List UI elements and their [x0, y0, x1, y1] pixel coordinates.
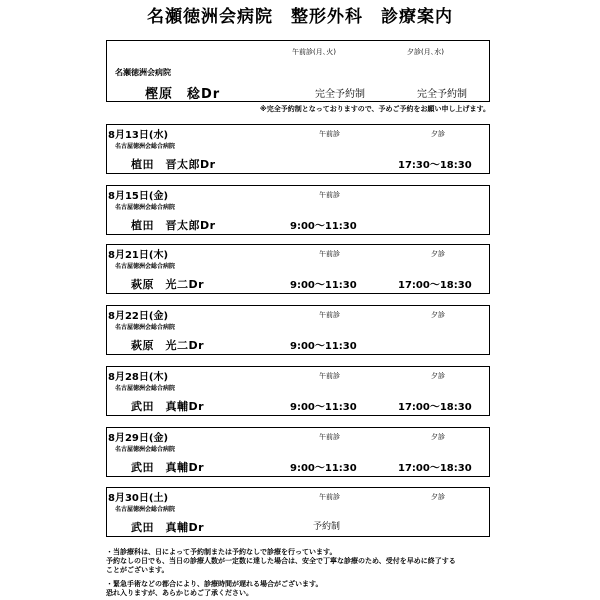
- pm-header: 夕診: [431, 493, 445, 501]
- card-hospital: 名古屋徳洲会総合病院: [115, 204, 176, 211]
- am-header: 午前診: [319, 493, 340, 501]
- am-time: 9:00～11:30: [290, 463, 357, 474]
- card-date: 8月15日(金): [108, 191, 169, 202]
- card-hospital: 名古屋徳洲会総合病院: [115, 143, 176, 150]
- card-date: 8月13日(水): [108, 130, 169, 141]
- am-reservation: 完全予約制: [315, 89, 365, 100]
- card-hospital: 名古屋徳洲会総合病院: [115, 263, 176, 270]
- pm-header: 夕診: [431, 130, 445, 138]
- am-time: 9:00～11:30: [290, 221, 357, 232]
- am-time: 9:00～11:30: [290, 280, 357, 291]
- schedule-card: [106, 124, 490, 174]
- footer-line: 予約なしの日でも、当日の診療人数が一定数に達した場合は、安全で丁寧な診療のため、受付を早めに終了する: [106, 557, 456, 565]
- am-reservation: 予約制: [313, 522, 341, 532]
- card-date: 8月29日(金): [108, 433, 169, 444]
- pm-header: 夕診: [431, 250, 445, 258]
- pm-time: 17:00～18:30: [398, 402, 472, 413]
- schedule-card: [106, 366, 490, 416]
- am-time: 9:00～11:30: [290, 341, 357, 352]
- schedule-card: [106, 487, 490, 537]
- card-doctor: 萩原 光二Dr: [131, 339, 205, 352]
- card-date: 8月21日(木): [108, 250, 169, 261]
- am-header: 午前診: [319, 433, 340, 441]
- card-hospital: 名古屋徳洲会総合病院: [115, 385, 176, 392]
- am-header: 午前診: [319, 191, 340, 199]
- footer-line: ・当診療科は、日によって予約制または予約なしで診療を行っています。: [106, 548, 337, 556]
- hospital-name: 名瀬徳洲会病院: [115, 68, 171, 77]
- pm-time: 17:30～18:30: [398, 160, 472, 171]
- am-header: 午前診: [319, 311, 340, 319]
- card-doctor: 植田 晋太郎Dr: [131, 158, 216, 171]
- reservation-note: ※完全予約制となっておりますので、予めご予約をお願い申し上げます。: [259, 105, 490, 113]
- pm-time: 17:00～18:30: [398, 463, 472, 474]
- am-header: 午前診: [319, 250, 340, 258]
- pm-header: 夕診: [431, 372, 445, 380]
- card-doctor: 武田 真輔Dr: [131, 461, 205, 474]
- card-doctor: 萩原 光二Dr: [131, 278, 205, 291]
- pm-time: 17:00～18:30: [398, 280, 472, 291]
- schedule-card: [106, 185, 490, 235]
- footer-line: 恐れ入りますが、あらかじめご了承ください。: [106, 589, 253, 597]
- card-doctor: 武田 真輔Dr: [131, 400, 205, 413]
- am-header: 午前診: [319, 372, 340, 380]
- schedule-card: [106, 244, 490, 294]
- schedule-card: [106, 305, 490, 355]
- am-header: 午前診: [319, 130, 340, 138]
- am-time: 9:00～11:30: [290, 402, 357, 413]
- schedule-card: [106, 427, 490, 477]
- card-doctor: 武田 真輔Dr: [131, 521, 205, 534]
- pm-header: 夕診: [431, 311, 445, 319]
- pm-reservation: 完全予約制: [417, 89, 467, 100]
- footer-line: ・緊急手術などの都合により、診療時間が遅れる場合がございます。: [106, 580, 323, 588]
- card-date: 8月22日(金): [108, 311, 169, 322]
- pm-column-label: 夕診(月､水): [407, 48, 444, 56]
- card-hospital: 名古屋徳洲会総合病院: [115, 324, 176, 331]
- card-doctor: 植田 晋太郎Dr: [131, 219, 216, 232]
- card-hospital: 名古屋徳洲会総合病院: [115, 506, 176, 513]
- card-hospital: 名古屋徳洲会総合病院: [115, 446, 176, 453]
- doctor-name: 樫原 稔Dr: [145, 87, 221, 102]
- footer-note: [106, 548, 456, 598]
- regular-schedule-box: [106, 40, 490, 102]
- pm-header: 夕診: [431, 433, 445, 441]
- card-date: 8月30日(土): [108, 493, 169, 504]
- page-title: 名瀬徳洲会病院 整形外科 診療案内: [147, 7, 453, 27]
- am-column-label: 午前診(月､火): [292, 48, 336, 56]
- card-date: 8月28日(木): [108, 372, 169, 383]
- footer-line: ことがございます。: [106, 566, 169, 574]
